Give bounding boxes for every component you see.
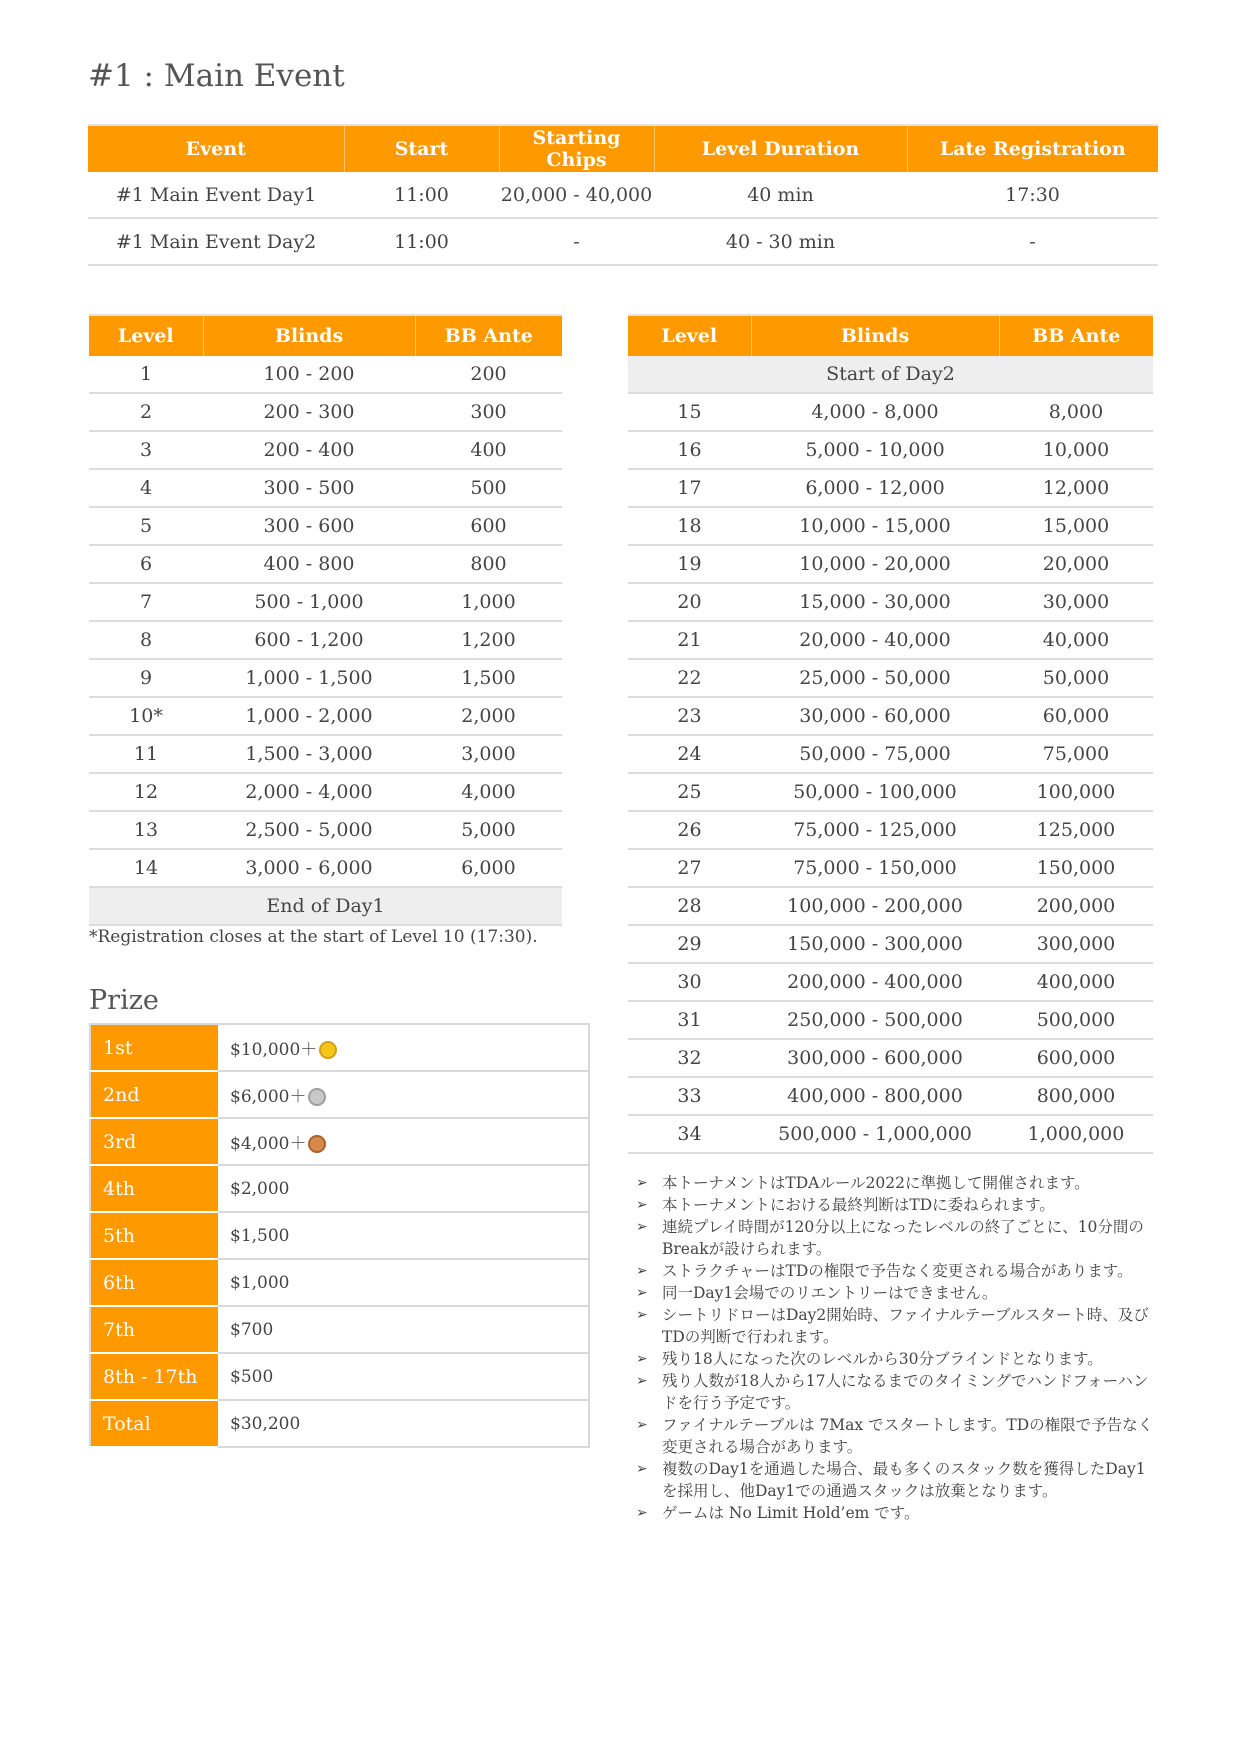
prize-row	[90, 1400, 589, 1447]
prize-amount: $1,000	[230, 1272, 290, 1293]
bb-ante-cell: 40,000	[999, 621, 1153, 659]
table-row	[89, 735, 562, 773]
level-cell: 15	[628, 393, 751, 431]
header-start: Start	[344, 125, 499, 172]
silver-medal-icon	[308, 1088, 326, 1106]
blinds-cell: 25,000 - 50,000	[751, 659, 999, 697]
blinds-cell: 400 - 800	[203, 545, 415, 583]
table-row	[89, 393, 562, 431]
header-blinds: Blinds	[203, 315, 415, 356]
prize-amount: $6,000＋	[230, 1087, 307, 1107]
bb-ante-cell: 1,000	[415, 583, 562, 621]
bullet-icon: ➢	[636, 1351, 648, 1367]
rule-text: 本トーナメントにおける最終判断はTDに委ねられます。	[662, 1196, 1055, 1214]
level-cell: 23	[628, 697, 751, 735]
blinds-cell: 1,000 - 2,000	[203, 697, 415, 735]
bb-ante-cell: 125,000	[999, 811, 1153, 849]
table-row	[628, 1115, 1153, 1153]
blinds-cell: 300,000 - 600,000	[751, 1039, 999, 1077]
table-row	[628, 469, 1153, 507]
end-of-day1-label: End of Day1	[89, 887, 562, 925]
prize-amount-cell	[218, 1212, 589, 1259]
bullet-icon: ➢	[636, 1417, 648, 1433]
registration-note: *Registration closes at the start of Level 10 (17:30).	[89, 927, 538, 947]
level-cell: 24	[628, 735, 751, 773]
prize-title: Prize	[89, 985, 159, 1016]
event-name: #1 Main Event Day1	[88, 172, 344, 218]
start-of-day2-label: Start of Day2	[628, 356, 1153, 393]
bronze-medal-icon	[308, 1135, 326, 1153]
blinds-day1-body	[89, 356, 562, 887]
level-cell: 26	[628, 811, 751, 849]
table-row	[89, 621, 562, 659]
level-cell: 29	[628, 925, 751, 963]
table-row	[628, 849, 1153, 887]
level-cell: 25	[628, 773, 751, 811]
table-row	[628, 431, 1153, 469]
rule-text: シートリドローはDay2開始時、ファイナルテーブルスタート時、及びTDの判断で行われます。	[662, 1306, 1149, 1346]
bb-ante-cell: 200,000	[999, 887, 1153, 925]
level-cell: 16	[628, 431, 751, 469]
blinds-cell: 50,000 - 100,000	[751, 773, 999, 811]
bb-ante-cell: 2,000	[415, 697, 562, 735]
bb-ante-cell: 800	[415, 545, 562, 583]
prize-body	[90, 1024, 589, 1447]
level-cell: 11	[89, 735, 203, 773]
blinds-day2-header	[628, 315, 1153, 356]
table-row	[628, 697, 1153, 735]
blinds-cell: 200 - 400	[203, 431, 415, 469]
table-row	[88, 218, 1158, 265]
blinds-cell: 4,000 - 8,000	[751, 393, 999, 431]
blinds-cell: 75,000 - 150,000	[751, 849, 999, 887]
bullet-icon: ➢	[636, 1263, 648, 1279]
rule-text: ストラクチャーはTDの権限で予告なく変更される場合があります。	[662, 1262, 1133, 1280]
table-row	[628, 925, 1153, 963]
table-row	[89, 356, 562, 393]
rule-item	[634, 1194, 1154, 1216]
prize-row	[90, 1353, 589, 1400]
table-row	[89, 583, 562, 621]
bb-ante-cell: 10,000	[999, 431, 1153, 469]
level-cell: 33	[628, 1077, 751, 1115]
blinds-cell: 10,000 - 15,000	[751, 507, 999, 545]
level-cell: 32	[628, 1039, 751, 1077]
level-cell: 8	[89, 621, 203, 659]
table-row	[628, 356, 1153, 393]
prize-amount: $500	[230, 1366, 274, 1387]
blinds-cell: 200 - 300	[203, 393, 415, 431]
rule-item	[634, 1304, 1154, 1348]
blinds-cell: 3,000 - 6,000	[203, 849, 415, 887]
prize-place: Total	[90, 1400, 218, 1447]
level-cell: 19	[628, 545, 751, 583]
blinds-cell: 6,000 - 12,000	[751, 469, 999, 507]
level-cell: 13	[89, 811, 203, 849]
rule-item	[634, 1414, 1154, 1458]
bb-ante-cell: 800,000	[999, 1077, 1153, 1115]
level-cell: 22	[628, 659, 751, 697]
blinds-cell: 10,000 - 20,000	[751, 545, 999, 583]
level-cell: 6	[89, 545, 203, 583]
bb-ante-cell: 5,000	[415, 811, 562, 849]
bb-ante-cell: 60,000	[999, 697, 1153, 735]
table-row	[628, 393, 1153, 431]
bb-ante-cell: 6,000	[415, 849, 562, 887]
page-title: #1 : Main Event	[88, 58, 345, 94]
prize-place: 2nd	[90, 1071, 218, 1118]
level-cell: 1	[89, 356, 203, 393]
prize-amount-cell	[218, 1306, 589, 1353]
table-row	[628, 545, 1153, 583]
prize-place: 4th	[90, 1165, 218, 1212]
rule-text: ゲームは No Limit Hold’em です。	[662, 1504, 920, 1522]
bb-ante-cell: 100,000	[999, 773, 1153, 811]
event-name: #1 Main Event Day2	[88, 218, 344, 265]
table-row	[628, 659, 1153, 697]
header-starting-chips: Starting Chips	[499, 125, 654, 172]
bb-ante-cell: 20,000	[999, 545, 1153, 583]
table-row	[89, 887, 562, 925]
prize-row	[90, 1212, 589, 1259]
bullet-icon: ➢	[636, 1373, 648, 1389]
rule-text: ファイナルテーブルは 7Max でスタートします。TDの権限で予告なく変更される場合があります。	[662, 1416, 1154, 1456]
table-row	[89, 545, 562, 583]
table-row	[628, 773, 1153, 811]
table-row	[88, 172, 1158, 218]
rules-list	[634, 1172, 1154, 1524]
blinds-cell: 100,000 - 200,000	[751, 887, 999, 925]
level-cell: 12	[89, 773, 203, 811]
header-bb-ante: BB Ante	[415, 315, 562, 356]
table-row	[89, 697, 562, 735]
table-row	[628, 963, 1153, 1001]
prize-amount: $10,000＋	[230, 1040, 318, 1060]
prize-amount-cell	[218, 1118, 589, 1165]
blinds-cell: 2,000 - 4,000	[203, 773, 415, 811]
prize-amount-cell	[218, 1024, 589, 1071]
rule-text: 連続プレイ時間が120分以上になったレベルの終了ごとに、10分間のBreakが設けられます。	[662, 1218, 1144, 1258]
prize-amount-cell	[218, 1353, 589, 1400]
level-cell: 5	[89, 507, 203, 545]
level-cell: 17	[628, 469, 751, 507]
level-cell: 27	[628, 849, 751, 887]
level-cell: 34	[628, 1115, 751, 1153]
bb-ante-cell: 500,000	[999, 1001, 1153, 1039]
blinds-cell: 600 - 1,200	[203, 621, 415, 659]
bullet-icon: ➢	[636, 1505, 648, 1521]
level-cell: 18	[628, 507, 751, 545]
rule-item	[634, 1172, 1154, 1194]
prize-row	[90, 1259, 589, 1306]
table-row	[89, 849, 562, 887]
bullet-icon: ➢	[636, 1175, 648, 1191]
level-cell: 28	[628, 887, 751, 925]
prize-place: 3rd	[90, 1118, 218, 1165]
blinds-table-day1	[89, 314, 562, 926]
prize-place: 7th	[90, 1306, 218, 1353]
event-late-registration: 17:30	[907, 172, 1158, 218]
level-cell: 4	[89, 469, 203, 507]
event-starting-chips: -	[499, 218, 654, 265]
header-bb-ante: BB Ante	[999, 315, 1153, 356]
blinds-cell: 500,000 - 1,000,000	[751, 1115, 999, 1153]
bb-ante-cell: 300,000	[999, 925, 1153, 963]
table-row	[628, 507, 1153, 545]
table-row	[628, 1039, 1153, 1077]
table-row	[89, 659, 562, 697]
level-cell: 20	[628, 583, 751, 621]
table-row	[89, 507, 562, 545]
blinds-table-day2	[628, 314, 1153, 1154]
prize-amount-cell	[218, 1071, 589, 1118]
table-row	[89, 431, 562, 469]
blinds-cell: 150,000 - 300,000	[751, 925, 999, 963]
gold-medal-icon	[319, 1041, 337, 1059]
prize-place: 6th	[90, 1259, 218, 1306]
table-row	[628, 811, 1153, 849]
event-starting-chips: 20,000 - 40,000	[499, 172, 654, 218]
bb-ante-cell: 150,000	[999, 849, 1153, 887]
rule-item	[634, 1502, 1154, 1524]
blinds-cell: 300 - 600	[203, 507, 415, 545]
blinds-day1-header	[89, 315, 562, 356]
rule-item	[634, 1282, 1154, 1304]
header-level: Level	[628, 315, 751, 356]
table-row	[628, 621, 1153, 659]
table-row	[628, 1077, 1153, 1115]
blinds-cell: 100 - 200	[203, 356, 415, 393]
rule-item	[634, 1348, 1154, 1370]
event-start: 11:00	[344, 218, 499, 265]
blinds-cell: 1,500 - 3,000	[203, 735, 415, 773]
bb-ante-cell: 400,000	[999, 963, 1153, 1001]
blinds-cell: 20,000 - 40,000	[751, 621, 999, 659]
prize-amount: $4,000＋	[230, 1134, 307, 1154]
bb-ante-cell: 1,200	[415, 621, 562, 659]
prize-row	[90, 1118, 589, 1165]
bb-ante-cell: 200	[415, 356, 562, 393]
prize-amount-cell	[218, 1259, 589, 1306]
header-level: Level	[89, 315, 203, 356]
bb-ante-cell: 75,000	[999, 735, 1153, 773]
level-cell: 30	[628, 963, 751, 1001]
prize-row	[90, 1071, 589, 1118]
rule-item	[634, 1216, 1154, 1260]
prize-amount: $700	[230, 1319, 274, 1340]
bullet-icon: ➢	[636, 1197, 648, 1213]
bb-ante-cell: 400	[415, 431, 562, 469]
blinds-cell: 250,000 - 500,000	[751, 1001, 999, 1039]
bullet-icon: ➢	[636, 1307, 648, 1323]
level-cell: 7	[89, 583, 203, 621]
blinds-cell: 5,000 - 10,000	[751, 431, 999, 469]
header-blinds: Blinds	[751, 315, 999, 356]
blinds-cell: 300 - 500	[203, 469, 415, 507]
table-row	[628, 1001, 1153, 1039]
level-cell: 9	[89, 659, 203, 697]
bb-ante-cell: 1,500	[415, 659, 562, 697]
level-cell: 2	[89, 393, 203, 431]
level-cell: 14	[89, 849, 203, 887]
blinds-cell: 2,500 - 5,000	[203, 811, 415, 849]
level-cell: 21	[628, 621, 751, 659]
prize-row	[90, 1306, 589, 1353]
bb-ante-cell: 50,000	[999, 659, 1153, 697]
event-level-duration: 40 - 30 min	[654, 218, 907, 265]
header-late-registration: Late Registration	[907, 125, 1158, 172]
prize-place: 1st	[90, 1024, 218, 1071]
event-start: 11:00	[344, 172, 499, 218]
blinds-cell: 400,000 - 800,000	[751, 1077, 999, 1115]
table-row	[628, 735, 1153, 773]
event-table	[88, 124, 1158, 266]
prize-place: 8th - 17th	[90, 1353, 218, 1400]
rule-text: 残り18人になった次のレベルから30分ブラインドとなります。	[662, 1350, 1103, 1368]
blinds-cell: 500 - 1,000	[203, 583, 415, 621]
rule-text: 複数のDay1を通過した場合、最も多くのスタック数を獲得したDay1を採用し、他Day1での通過スタックは放棄となります。	[662, 1460, 1146, 1500]
rule-text: 同一Day1会場でのリエントリーはできません。	[662, 1284, 998, 1302]
level-cell: 10*	[89, 697, 203, 735]
table-row	[89, 811, 562, 849]
header-event: Event	[88, 125, 344, 172]
bb-ante-cell: 1,000,000	[999, 1115, 1153, 1153]
prize-amount: $1,500	[230, 1225, 290, 1246]
event-table-header	[88, 125, 1158, 172]
prize-amount-cell	[218, 1165, 589, 1212]
bb-ante-cell: 30,000	[999, 583, 1153, 621]
prize-amount-cell	[218, 1400, 589, 1447]
blinds-cell: 30,000 - 60,000	[751, 697, 999, 735]
bb-ante-cell: 4,000	[415, 773, 562, 811]
bullet-icon: ➢	[636, 1461, 648, 1477]
prize-row	[90, 1165, 589, 1212]
rule-item	[634, 1370, 1154, 1414]
bb-ante-cell: 600,000	[999, 1039, 1153, 1077]
bb-ante-cell: 15,000	[999, 507, 1153, 545]
table-row	[628, 887, 1153, 925]
level-cell: 3	[89, 431, 203, 469]
level-cell: 31	[628, 1001, 751, 1039]
prize-amount: $2,000	[230, 1178, 290, 1199]
prize-table	[89, 1023, 590, 1448]
table-row	[89, 469, 562, 507]
blinds-cell: 200,000 - 400,000	[751, 963, 999, 1001]
bb-ante-cell: 12,000	[999, 469, 1153, 507]
table-row	[628, 583, 1153, 621]
bb-ante-cell: 3,000	[415, 735, 562, 773]
header-level-duration: Level Duration	[654, 125, 907, 172]
rule-text: 残り人数が18人から17人になるまでのタイミングでハンドフォーハンドを行う予定です。	[662, 1372, 1149, 1412]
event-level-duration: 40 min	[654, 172, 907, 218]
event-late-registration: -	[907, 218, 1158, 265]
blinds-day2-body	[628, 393, 1153, 1153]
blinds-cell: 50,000 - 75,000	[751, 735, 999, 773]
blinds-cell: 1,000 - 1,500	[203, 659, 415, 697]
bb-ante-cell: 600	[415, 507, 562, 545]
bullet-icon: ➢	[636, 1285, 648, 1301]
bullet-icon: ➢	[636, 1219, 648, 1235]
prize-amount: $30,200	[230, 1413, 301, 1434]
table-row	[89, 773, 562, 811]
blinds-cell: 75,000 - 125,000	[751, 811, 999, 849]
bb-ante-cell: 500	[415, 469, 562, 507]
prize-row	[90, 1024, 589, 1071]
bb-ante-cell: 8,000	[999, 393, 1153, 431]
blinds-cell: 15,000 - 30,000	[751, 583, 999, 621]
rule-item	[634, 1458, 1154, 1502]
rule-item	[634, 1260, 1154, 1282]
prize-place: 5th	[90, 1212, 218, 1259]
bb-ante-cell: 300	[415, 393, 562, 431]
rule-text: 本トーナメントはTDAルール2022に準拠して開催されます。	[662, 1174, 1090, 1192]
